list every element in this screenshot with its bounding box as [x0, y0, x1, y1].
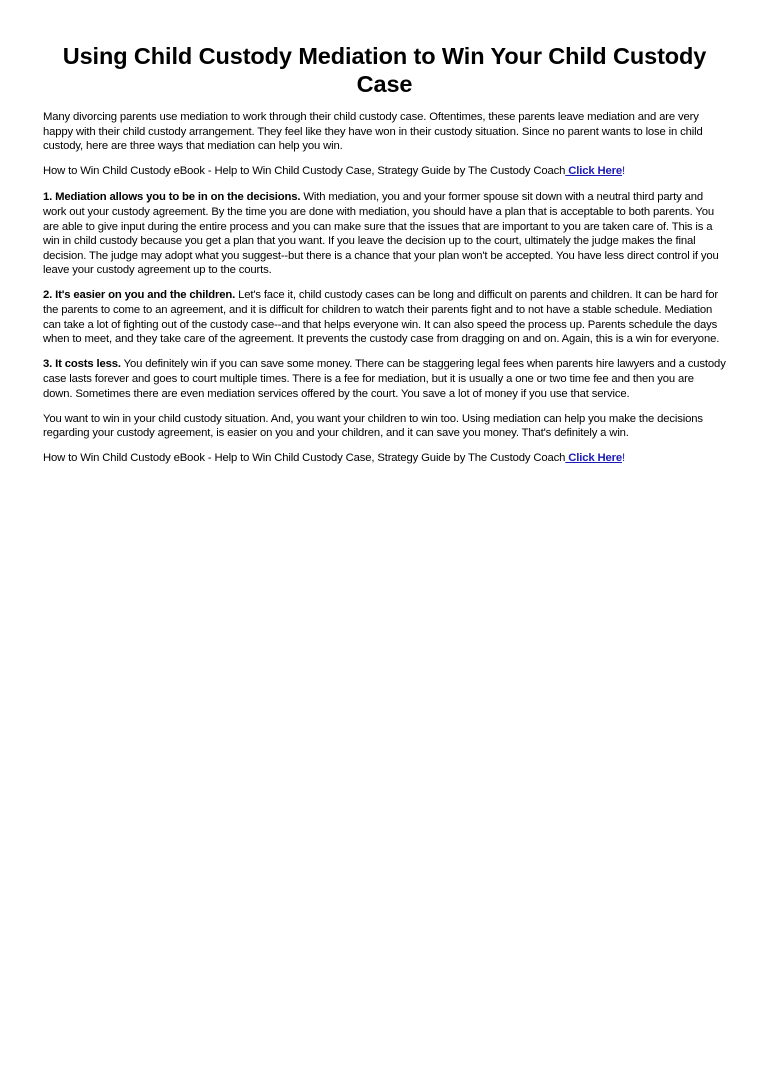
point-3-body: You definitely win if you can save some money. There can be staggering legal fees when parents hire lawyers and a custody case lasts forever and goes to court multiple times. There is a fee for mediation, but it is usually a one or two time fee and then you are down. Sometimes there are even mediation services offered by the court. You save a lot of money if you use that service. — [43, 358, 726, 400]
promo-suffix: ! — [622, 165, 626, 178]
promo-text: How to Win Child Custody eBook - Help to Win Child Custody Case, Strategy Guide by The Custody Coach — [43, 452, 566, 465]
promo-text: How to Win Child Custody eBook - Help to Win Child Custody Case, Strategy Guide by The Custody Coach — [43, 165, 566, 178]
document-page — [43, 42, 726, 477]
point-2-heading: 2. It's easier on you and the children. — [43, 289, 236, 302]
point-3-heading: 3. It costs less. — [43, 358, 121, 371]
promo-line-bottom — [43, 451, 726, 466]
intro-paragraph: Many divorcing parents use mediation to work through their child custody case. Oftentimes, these parents leave mediation and are very happy with their child custody arrangement. They feel like they have won in their custody situation. Since no parent wants to lose in child custody, here are three ways that mediation can help you win. — [43, 111, 703, 153]
point-1-heading: 1. Mediation allows you to be in on the decisions. — [43, 191, 301, 204]
promo-line-top — [43, 164, 726, 179]
point-1-body: With mediation, you and your former spouse sit down with a neutral third party and work out your custody agreement. By the time you are done with mediation, you should have a plan that is acceptable to both parents. You are able to give input during the entire process and you can make sure that the issues that are important to you are taken care of. This is a win in child custody because you get a plan that you want. If you leave the decision up to the court, ultimately the judge makes the final decision. The judge may adopt what you suggest--but there is a chance that your plan won't be accepted. You have less direct control if you leave your custody agreement up to the courts. — [43, 191, 719, 277]
point-1-paragraph — [43, 190, 726, 278]
promo-suffix: ! — [622, 452, 626, 465]
point-3-paragraph — [43, 357, 726, 401]
point-2-paragraph — [43, 288, 726, 346]
page-title: Using Child Custody Mediation to Win Your Child Custody Case — [62, 43, 707, 97]
click-here-link[interactable]: Click Here — [565, 165, 623, 178]
conclusion-paragraph: You want to win in your child custody situation. And, you want your children to win too. Using mediation can help you make the decisions regarding your custody agreement, is easier on you and your children, and it can save you money. That's definitely a win. — [43, 412, 703, 440]
click-here-link[interactable]: Click Here — [565, 452, 623, 465]
point-2-body: Let's face it, child custody cases can be long and difficult on parents and children. It can be hard for the parents to come to an agreement, and it is difficult for children to watch their parents fight and to not have a stable schedule. Mediation can take a lot of fighting out of the custody case--and that helps everyone win. It can also speed the process up. Parents schedule the days when to meet, and they take care of the agreement. It prevents the custody case from dragging on and on. Again, this is a win for everyone. — [43, 289, 720, 346]
